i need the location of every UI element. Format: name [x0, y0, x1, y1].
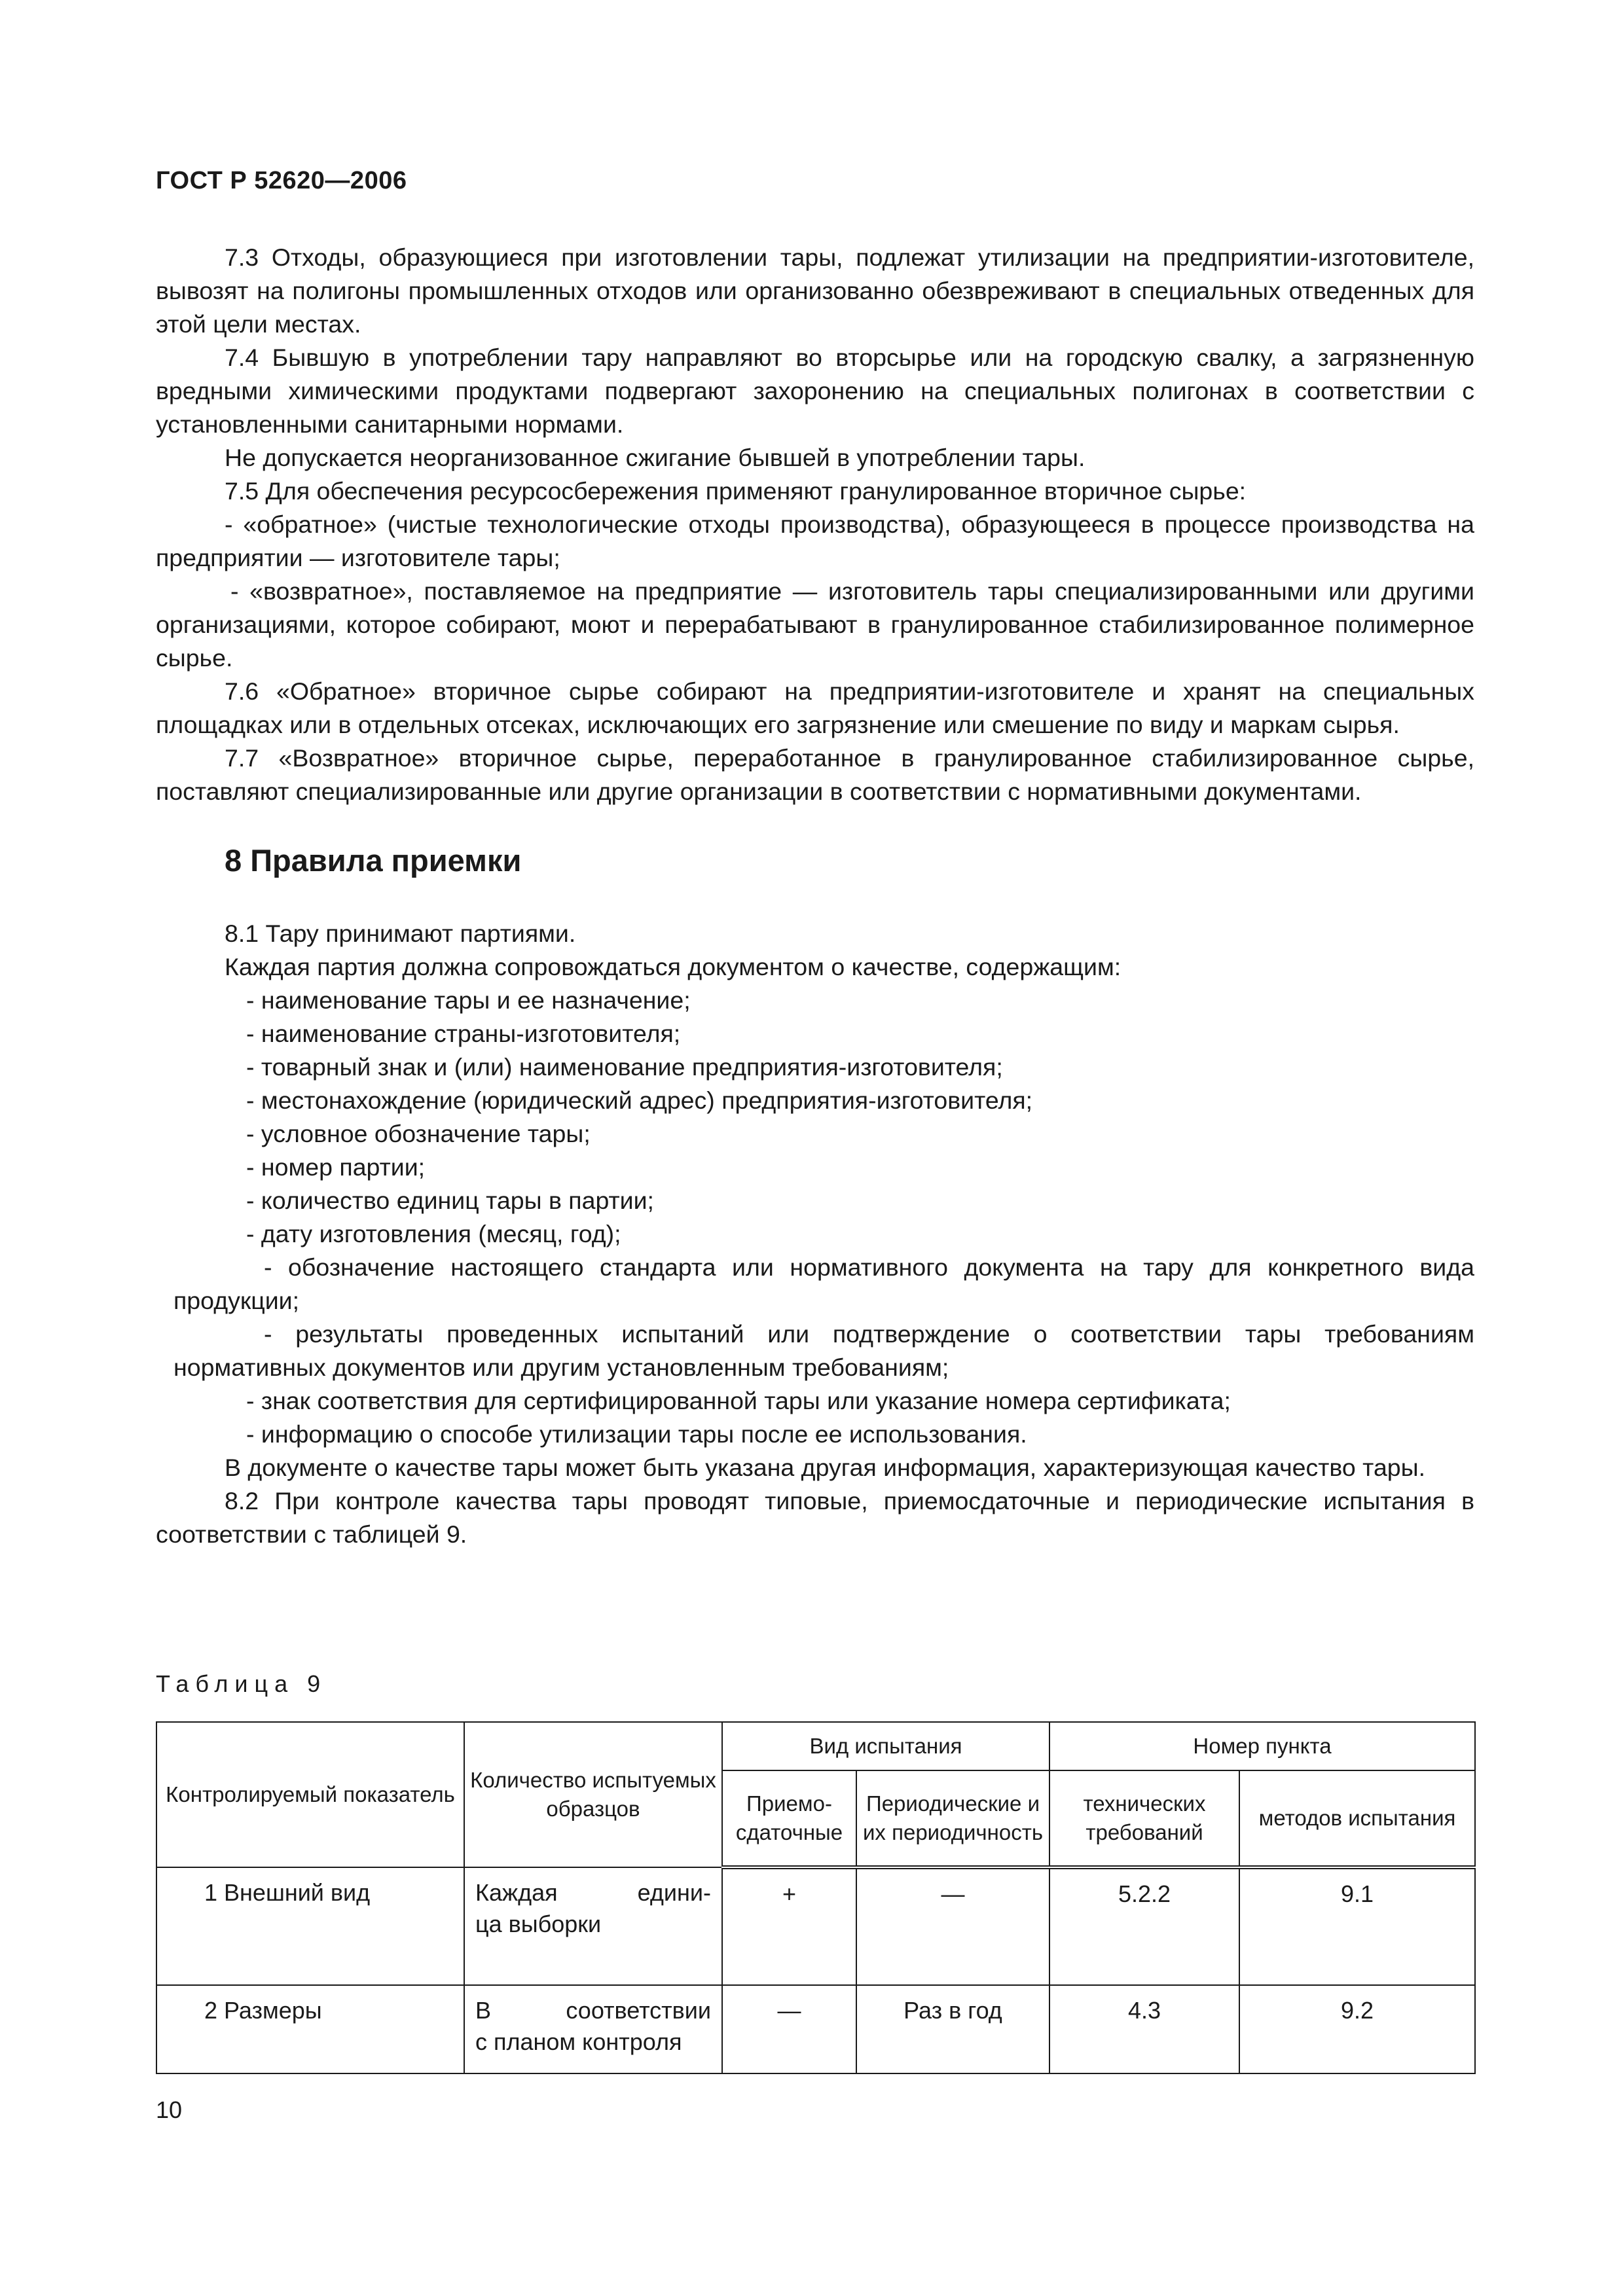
cell-methods: 9.2 — [1239, 1985, 1475, 2073]
list-item: - номер партии; — [246, 1153, 426, 1181]
paragraph-7-5: 7.5 Для обеспечения ресурсосбережения применяют гранулированное вторичное сырье: — [225, 477, 1247, 505]
header-indicator: Контролируемый показатель — [156, 1722, 464, 1867]
table-row — [156, 1867, 1475, 1985]
list-item: - местонахождение (юридический адрес) предприятия-изготовителя; — [246, 1086, 1033, 1114]
list-item: - наименование тары и ее назначение; — [246, 986, 691, 1014]
cell-periodic: — — [856, 1867, 1049, 1985]
paragraph-8-1: 8.1 Тару принимают партиями. — [225, 920, 576, 947]
cell-samples-line-2: ца выборки — [475, 1910, 602, 1937]
cell-periodic: Раз в год — [856, 1985, 1049, 2073]
paragraph-7-5-item-2: - «возвратное», поставляемое на предприятие — изготовитель тары специализированными или другими организациями, которое собирают, моют и перерабатывают в гранулированное стабилизированное полимерное сырье. — [156, 577, 1474, 672]
cell-technical: 5.2.2 — [1049, 1867, 1239, 1985]
paragraph-quality-doc: В документе о качестве тары может быть указана другая информация, характеризующая качество тары. — [225, 1454, 1426, 1481]
cell-samples-line-2: с планом контроля — [475, 2028, 682, 2055]
list-item: - условное обозначение тары; — [246, 1120, 591, 1147]
list-item-results: - результаты проведенных испытаний или подтверждение о соответствии тары требованиям нормативных документов или другим установленным требованиям; — [173, 1320, 1474, 1381]
document-body — [156, 241, 1474, 1551]
paragraph-7-6: 7.6 «Обратное» вторичное сырье собирают на предприятии-изготовителе и хранят на специальных площадках или в отдельных отсеках, исключающих его загрязнение или смешение по виду и маркам сырья. — [156, 677, 1474, 738]
cell-methods: 9.1 — [1239, 1867, 1475, 1985]
paragraph-7-7: 7.7 «Возвратное» вторичное сырье, переработанное в гранулированное стабилизированное сырье, поставляют специализированные или другие организации в соответствии с нормативными документами. — [156, 744, 1474, 805]
header-technical: технических требований — [1049, 1770, 1239, 1867]
table-row — [156, 1985, 1475, 2073]
paragraph-8-2: 8.2 При контроле качества тары проводят типовые, приемосдаточные и периодические испытания в соответствии с таблицей 9. — [156, 1487, 1474, 1548]
page-number: 10 — [156, 2096, 183, 2123]
list-item-info: - информацию о способе утилизации тары после ее использования. — [246, 1420, 1027, 1448]
paragraph-8-1-intro: Каждая партия должна сопровождаться документом о качестве, содержащим: — [225, 953, 1122, 980]
list-item: - количество единиц тары в партии; — [246, 1187, 654, 1214]
cell-acceptance: + — [722, 1867, 856, 1985]
paragraph-7-4: 7.4 Бывшую в употреблении тару направляют во вторсырье или на городскую свалку, а загрязненную вредными химическими продуктами подвергают захоронению на специальных полигонах в соответствии с установленными санитарными нормами. — [156, 344, 1474, 438]
document-header: ГОСТ Р 52620—2006 — [156, 167, 407, 194]
cell-samples-line-1: Каждая едини- — [475, 1879, 711, 1906]
cell-samples-line-1: В соответствии — [475, 1997, 711, 2024]
section-8-heading: 8 Правила приемки — [225, 843, 522, 878]
paragraph-7-4-note: Не допускается неорганизованное сжигание бывшей в употреблении тары. — [225, 444, 1085, 471]
cell-acceptance: — — [722, 1985, 856, 2073]
header-methods: методов испытания — [1239, 1770, 1475, 1867]
header-samples: Количество испытуемых образцов — [464, 1722, 722, 1867]
paragraph-7-5-item-1: - «обратное» (чистые технологические отходы производства), образующееся в процессе производства на предприятии — изготовителе тары; — [156, 511, 1474, 571]
header-acceptance: Приемо-сдаточные — [722, 1770, 856, 1867]
header-periodic: Периодические и их периодичность — [856, 1770, 1049, 1867]
header-clause-number: Номер пункта — [1049, 1722, 1475, 1770]
table-9 — [156, 1721, 1476, 2074]
cell-samples — [464, 1867, 722, 1985]
list-item: - дату изготовления (месяц, год); — [246, 1220, 621, 1247]
paragraph-7-3: 7.3 Отходы, образующиеся при изготовлении тары, подлежат утилизации на предприятии-изготовителе, вывозят на полигоны промышленных отходов или организованно обезвреживают в специальных отведенных для этой цели местах. — [156, 243, 1474, 338]
list-item: - товарный знак и (или) наименование предприятия-изготовителя; — [246, 1053, 1003, 1081]
table-caption: Таблица 9 — [156, 1670, 327, 1697]
list-item-standard: - обозначение настоящего стандарта или нормативного документа на тару для конкретного вида продукции; — [173, 1253, 1474, 1314]
list-item-sign: - знак соответствия для сертифицированной тары или указание номера сертификата; — [246, 1387, 1231, 1414]
list-item: - наименование страны-изготовителя; — [246, 1020, 681, 1047]
header-test-type: Вид испытания — [722, 1722, 1049, 1770]
cell-samples — [464, 1985, 722, 2073]
cell-indicator: 2 Размеры — [156, 1985, 464, 2073]
cell-technical: 4.3 — [1049, 1985, 1239, 2073]
cell-indicator: 1 Внешний вид — [156, 1867, 464, 1985]
